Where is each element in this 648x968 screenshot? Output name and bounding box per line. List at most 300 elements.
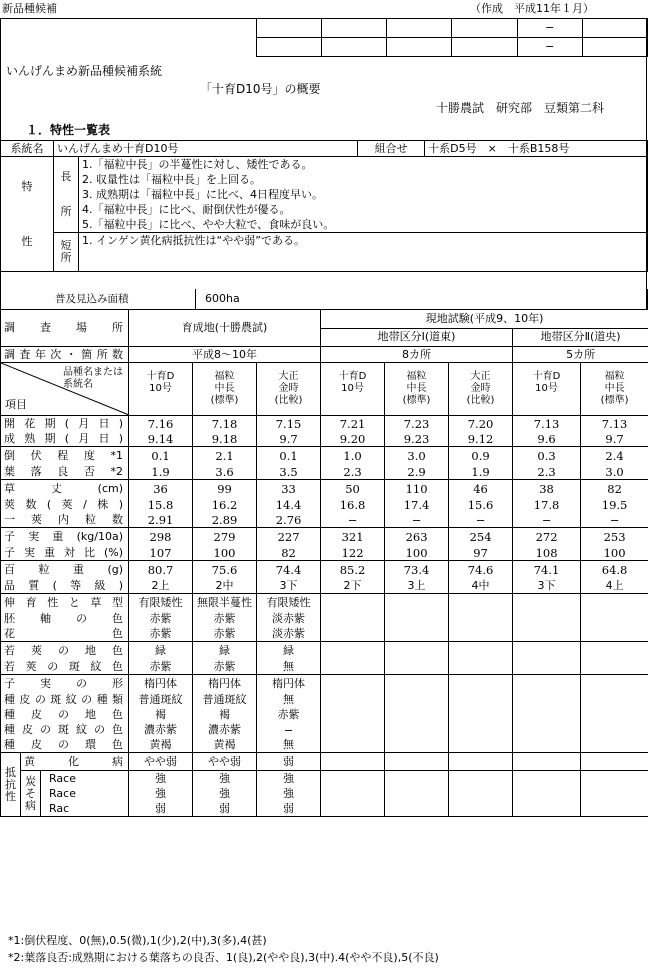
title-line2: 「十育D10号」の概要	[200, 82, 321, 96]
site-label: 調 査 場 所	[1, 310, 129, 347]
demerit-label-2: 所	[60, 251, 72, 264]
area-value: 600ha	[205, 292, 240, 305]
variety-header-line: 福粒	[214, 371, 235, 382]
row-label: 種皮の斑紋の種類	[1, 692, 129, 707]
approval-grid	[256, 18, 648, 57]
value-cell: 9.18	[193, 431, 257, 447]
value-cell: 強	[193, 771, 257, 787]
value-cell: 16.8	[321, 497, 385, 512]
anthracnose-label-char: そ	[25, 786, 36, 800]
value-cell: 9.7	[257, 431, 321, 447]
value-cell: 赤紫	[129, 626, 193, 642]
variety-header-line: 十育D	[146, 371, 175, 382]
area-row	[0, 289, 648, 309]
value-cell: 100	[385, 545, 449, 561]
variety-header-line: (比較)	[274, 395, 303, 406]
approval-cell	[387, 38, 452, 57]
row-label: 若莢の地色	[1, 642, 129, 660]
value-cell: −	[449, 512, 513, 528]
value-cell: −	[257, 722, 321, 737]
approval-dash: −	[517, 38, 582, 57]
value-cell: 100	[193, 545, 257, 561]
merit-item: 4.「福粒中長」に比べ、耐倒伏性が優る。	[79, 202, 648, 217]
row-label: 子実重対比(%)	[1, 545, 129, 561]
corner-bottom: 項目	[5, 398, 27, 411]
approval-dash: −	[517, 19, 582, 38]
value-cell: 緑	[257, 642, 321, 660]
section-heading: １．特性一覧表	[26, 123, 111, 137]
approval-cell	[582, 38, 647, 57]
value-cell: 17.8	[513, 497, 581, 512]
value-cell: 7.15	[257, 416, 321, 432]
year-region2: 5カ所	[513, 347, 648, 363]
value-cell: 7.16	[129, 416, 193, 432]
value-cell: 3.5	[257, 464, 321, 480]
site-local: 育成地(十勝農試)	[129, 310, 321, 347]
value-cell: 褐	[193, 707, 257, 722]
table-row	[1, 497, 648, 512]
value-cell: 3.6	[193, 464, 257, 480]
value-cell: 0.9	[449, 447, 513, 465]
anthracnose-label-char: 病	[25, 798, 36, 812]
value-cell: やや弱	[129, 753, 193, 771]
value-cell: 2.3	[513, 464, 581, 480]
value-cell	[581, 771, 648, 787]
value-cell	[513, 642, 581, 660]
variety-header-line: 十育D	[338, 371, 367, 382]
value-cell: 赤紫	[193, 659, 257, 675]
value-cell	[513, 737, 581, 753]
variety-header	[129, 363, 193, 416]
variety-header-line: 大正	[278, 371, 299, 382]
value-cell: 254	[449, 528, 513, 546]
value-cell	[449, 801, 513, 817]
variety-header-line: 中長	[214, 383, 235, 394]
variety-header	[581, 363, 648, 416]
org-name: 十勝農試 研究部 豆類第二科	[436, 101, 605, 115]
value-cell: 2中	[193, 578, 257, 594]
value-cell	[321, 707, 385, 722]
value-cell	[513, 675, 581, 693]
resist-label-char: 抗	[5, 777, 16, 791]
value-cell: −	[581, 512, 648, 528]
value-cell: 普通斑紋	[129, 692, 193, 707]
value-cell: 無限半蔓性	[193, 594, 257, 612]
value-cell: 淡赤紫	[257, 626, 321, 642]
value-cell	[321, 737, 385, 753]
value-cell	[449, 722, 513, 737]
value-cell: 321	[321, 528, 385, 546]
value-cell: 黄褐	[193, 737, 257, 753]
variety-header-line: 中長	[406, 383, 427, 394]
value-cell: 強	[193, 786, 257, 801]
value-cell: 無	[257, 737, 321, 753]
value-cell: 9.14	[129, 431, 193, 447]
resist-label-char: 性	[5, 789, 16, 803]
summary-table	[0, 140, 648, 272]
value-cell: 1.9	[449, 464, 513, 480]
table-row	[1, 801, 648, 817]
value-cell: 有限矮性	[129, 594, 193, 612]
value-cell	[449, 594, 513, 612]
value-cell: 50	[321, 480, 385, 498]
resist-label-char: 抵	[5, 765, 16, 779]
row-label: 若莢の斑紋色	[1, 659, 129, 675]
value-cell: 赤紫	[193, 611, 257, 626]
table-row	[1, 692, 648, 707]
value-cell: 64.8	[581, 561, 648, 579]
value-cell: 74.4	[257, 561, 321, 579]
value-cell	[321, 659, 385, 675]
value-cell: 9.7	[581, 431, 648, 447]
value-cell	[449, 753, 513, 771]
table-row	[1, 611, 648, 626]
race-label: Race	[41, 771, 129, 787]
value-cell: 7.21	[321, 416, 385, 432]
value-cell: 3.0	[581, 464, 648, 480]
row-label: 胚軸の色	[1, 611, 129, 626]
value-cell	[449, 611, 513, 626]
value-cell: 濃赤紫	[129, 722, 193, 737]
value-cell: −	[321, 512, 385, 528]
value-cell: 74.6	[449, 561, 513, 579]
value-cell: 強	[257, 771, 321, 787]
value-cell: 濃赤紫	[193, 722, 257, 737]
value-cell	[449, 659, 513, 675]
table-row	[1, 464, 648, 480]
value-cell: 14.4	[257, 497, 321, 512]
value-cell: 強	[257, 786, 321, 801]
row-label: 一莢内粒数	[1, 512, 129, 528]
value-cell	[581, 594, 648, 612]
year-label: 調査年次・箇所数	[1, 347, 129, 363]
value-cell: 9.6	[513, 431, 581, 447]
value-cell: 3.0	[385, 447, 449, 465]
corner-cell	[1, 363, 129, 416]
value-cell	[449, 626, 513, 642]
race-label: Race	[41, 786, 129, 801]
table-row	[1, 416, 648, 432]
value-cell: 2上	[129, 578, 193, 594]
variety-header	[257, 363, 321, 416]
cross-label: 組合せ	[358, 141, 425, 157]
value-cell: 122	[321, 545, 385, 561]
value-cell: 16.2	[193, 497, 257, 512]
demerit-label-1: 短	[60, 239, 72, 252]
lineage-value: いんげんまめ十育D10号	[54, 141, 358, 157]
merit-item: 3. 成熟期は「福粒中長」に比べ、4日程度早い。	[79, 187, 648, 202]
value-cell: 0.1	[257, 447, 321, 465]
merit-label-2: 所	[60, 205, 72, 218]
value-cell	[321, 786, 385, 801]
table-row	[1, 447, 648, 465]
value-cell: 無	[257, 659, 321, 675]
value-cell: 15.6	[449, 497, 513, 512]
value-cell: 272	[513, 528, 581, 546]
corner-top: 品種名または系統名	[63, 367, 123, 390]
region2-label: 地帯区分Ⅱ(道央)	[513, 328, 648, 347]
value-cell	[581, 611, 648, 626]
variety-header-line: 10号	[341, 383, 364, 394]
variety-header-line	[513, 395, 580, 407]
value-cell	[449, 642, 513, 660]
value-cell: 1.0	[321, 447, 385, 465]
value-cell: 9.12	[449, 431, 513, 447]
merit-item: 1.「福粒中長」の半蔓性に対し、矮性である。	[79, 157, 648, 173]
lineage-label: 系統名	[1, 141, 54, 157]
value-cell	[513, 611, 581, 626]
value-cell: 楕円体	[129, 675, 193, 693]
value-cell: 2.89	[193, 512, 257, 528]
row-label: 莢数(莢/株)	[1, 497, 129, 512]
trait-label-1: 特	[21, 179, 33, 193]
value-cell	[385, 594, 449, 612]
value-cell: 33	[257, 480, 321, 498]
table-row	[1, 431, 648, 447]
approval-cell	[452, 38, 517, 57]
value-cell: 3下	[513, 578, 581, 594]
value-cell: 82	[581, 480, 648, 498]
table-row	[1, 528, 648, 546]
variety-header-line: 金時	[470, 383, 491, 394]
variety-header	[321, 363, 385, 416]
approval-cell	[582, 19, 647, 38]
value-cell	[449, 771, 513, 787]
value-cell: 82	[257, 545, 321, 561]
value-cell: 強	[129, 771, 193, 787]
variety-header	[449, 363, 513, 416]
variety-header-line: (標準)	[402, 395, 431, 406]
demerit-item: 1. インゲン黄化病抵抗性は“やや弱”である。	[79, 233, 648, 272]
table-row	[1, 578, 648, 594]
value-cell: 74.1	[513, 561, 581, 579]
value-cell	[449, 737, 513, 753]
variety-header-line: 10号	[535, 383, 558, 394]
value-cell	[581, 801, 648, 817]
value-cell: 75.6	[193, 561, 257, 579]
value-cell: 100	[581, 545, 648, 561]
row-label: 葉落良否*2	[1, 464, 129, 480]
row-label: 百粒重(g)	[1, 561, 129, 579]
approval-cell	[257, 19, 322, 38]
variety-header-line: (標準)	[210, 395, 239, 406]
value-cell: 17.4	[385, 497, 449, 512]
value-cell	[385, 753, 449, 771]
value-cell: 赤紫	[129, 659, 193, 675]
value-cell	[321, 626, 385, 642]
table-row	[1, 659, 648, 675]
value-cell: 褐	[129, 707, 193, 722]
value-cell: 19.5	[581, 497, 648, 512]
merit-label-1: 長	[60, 170, 72, 183]
value-cell: 2下	[321, 578, 385, 594]
value-cell	[513, 707, 581, 722]
table-row	[1, 480, 648, 498]
value-cell	[513, 801, 581, 817]
value-cell	[581, 707, 648, 722]
value-cell	[513, 753, 581, 771]
footnote-2: *2:葉落良否:成熟期における葉落ちの良否、1(良),2(やや良),3(中).4(やや不良),5(不良)	[8, 951, 439, 964]
approval-cell	[387, 19, 452, 38]
variety-header	[193, 363, 257, 416]
demerit-label	[54, 233, 79, 272]
value-cell	[321, 722, 385, 737]
table-row	[1, 753, 648, 771]
variety-header	[513, 363, 581, 416]
value-cell	[581, 692, 648, 707]
year-local: 平成8〜10年	[129, 347, 321, 363]
table-row	[1, 675, 648, 693]
value-cell	[321, 642, 385, 660]
area-divider	[195, 289, 196, 309]
approval-cell	[257, 38, 322, 57]
value-cell: 7.23	[385, 416, 449, 432]
value-cell: 1.9	[129, 464, 193, 480]
year-region1: 8カ所	[321, 347, 513, 363]
variety-header-line: 金時	[278, 383, 299, 394]
value-cell: 227	[257, 528, 321, 546]
value-cell	[581, 659, 648, 675]
row-label: 種皮の斑紋の色	[1, 722, 129, 737]
value-cell: 107	[129, 545, 193, 561]
variety-header-line: 福粒	[406, 371, 427, 382]
variety-header-line: (標準)	[600, 395, 629, 406]
variety-header-line: 大正	[470, 371, 491, 382]
merit-item: 2. 収量性は「福粒中長」を上回る。	[79, 172, 648, 187]
value-cell	[385, 786, 449, 801]
value-cell: 7.13	[581, 416, 648, 432]
table-row	[1, 626, 648, 642]
value-cell	[449, 786, 513, 801]
value-cell: 99	[193, 480, 257, 498]
table-row	[1, 771, 648, 787]
value-cell: 85.2	[321, 561, 385, 579]
row-label: 成熟期(月日)	[1, 431, 129, 447]
table-row	[1, 642, 648, 660]
value-cell: 7.18	[193, 416, 257, 432]
value-cell	[581, 642, 648, 660]
value-cell	[581, 675, 648, 693]
variety-header-line: (比較)	[466, 395, 495, 406]
row-label: 子実重(kg/10a)	[1, 528, 129, 546]
value-cell: 弱	[129, 801, 193, 817]
doc-label: 新品種候補	[2, 2, 57, 15]
race-label: Rac	[41, 801, 129, 817]
resist-label	[1, 753, 21, 817]
table-row	[1, 786, 648, 801]
value-cell	[513, 771, 581, 787]
value-cell	[385, 642, 449, 660]
value-cell	[513, 659, 581, 675]
merit-item: 5.「福粒中長」に比べ、やや大粒で、食味が良い。	[79, 217, 648, 233]
value-cell	[385, 692, 449, 707]
value-cell: 有限矮性	[257, 594, 321, 612]
value-cell	[321, 611, 385, 626]
value-cell: 弱	[193, 801, 257, 817]
area-label: 普及見込み面積	[55, 293, 129, 305]
value-cell: 108	[513, 545, 581, 561]
value-cell: 強	[129, 786, 193, 801]
value-cell: 0.3	[513, 447, 581, 465]
row-label: 花色	[1, 626, 129, 642]
variety-header-line	[321, 395, 384, 407]
value-cell: 9.23	[385, 431, 449, 447]
value-cell: 15.8	[129, 497, 193, 512]
value-cell: 2.4	[581, 447, 648, 465]
trial-results-table	[0, 309, 648, 817]
value-cell	[385, 771, 449, 787]
value-cell	[581, 722, 648, 737]
value-cell	[321, 675, 385, 693]
cross-value: 十系D5号 × 十系B158号	[425, 141, 648, 157]
table-row	[1, 737, 648, 753]
value-cell: 7.20	[449, 416, 513, 432]
value-cell: 4上	[581, 578, 648, 594]
value-cell: 黄褐	[129, 737, 193, 753]
date-note: （作成 平成11年１月）	[470, 2, 594, 15]
row-label: 伸育性と草型	[1, 594, 129, 612]
value-cell: 淡赤紫	[257, 611, 321, 626]
value-cell: 36	[129, 480, 193, 498]
value-cell: やや弱	[193, 753, 257, 771]
anthracnose-label	[21, 771, 41, 817]
value-cell: 赤紫	[129, 611, 193, 626]
table-row	[1, 512, 648, 528]
value-cell: 3上	[385, 578, 449, 594]
value-cell	[581, 626, 648, 642]
value-cell	[321, 753, 385, 771]
value-cell	[385, 801, 449, 817]
trait-label-2: 性	[21, 234, 33, 248]
value-cell: −	[513, 512, 581, 528]
merit-label	[54, 157, 79, 233]
title-line1: いんげんまめ新品種候補系統	[6, 64, 163, 78]
value-cell: 普通斑紋	[193, 692, 257, 707]
value-cell	[385, 707, 449, 722]
value-cell: 弱	[257, 801, 321, 817]
value-cell: 緑	[193, 642, 257, 660]
value-cell: 緑	[129, 642, 193, 660]
value-cell	[513, 594, 581, 612]
table-row	[1, 594, 648, 612]
variety-header	[385, 363, 449, 416]
value-cell: 赤紫	[193, 626, 257, 642]
table-row	[1, 707, 648, 722]
value-cell	[581, 753, 648, 771]
site-field: 現地試験(平成9、10年)	[321, 310, 648, 329]
variety-header-line: 十育D	[532, 371, 561, 382]
anthracnose-label-char: 炭	[25, 774, 36, 788]
variety-header-line: 10号	[149, 383, 172, 394]
value-cell: 38	[513, 480, 581, 498]
region1-label: 地帯区分Ⅰ(道東)	[321, 328, 513, 347]
value-cell	[449, 675, 513, 693]
yellow-label: 黄 化 病	[21, 753, 129, 771]
table-row	[1, 545, 648, 561]
approval-cell	[452, 19, 517, 38]
value-cell: 2.9	[385, 464, 449, 480]
value-cell: 2.1	[193, 447, 257, 465]
value-cell: −	[385, 512, 449, 528]
value-cell	[385, 675, 449, 693]
value-cell	[385, 611, 449, 626]
value-cell: 無	[257, 692, 321, 707]
value-cell: 弱	[257, 753, 321, 771]
value-cell	[321, 801, 385, 817]
value-cell: 7.13	[513, 416, 581, 432]
value-cell: 2.3	[321, 464, 385, 480]
value-cell	[321, 692, 385, 707]
